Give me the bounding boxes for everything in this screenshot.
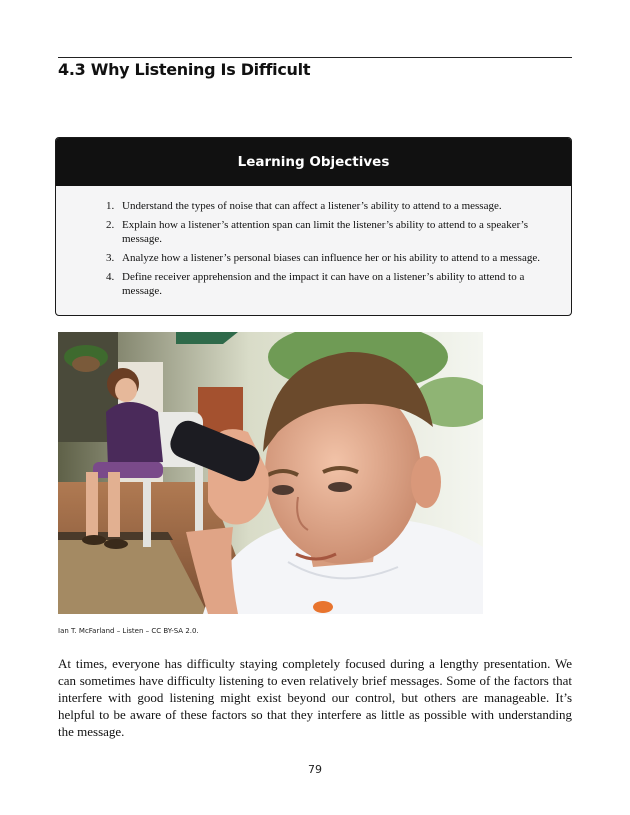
body-paragraph: At times, everyone has difficulty staying completely focused during a lengthy presentation. We can sometimes have difficulty listening to even relatively brief messages. Some of the factors that interfere with good listening might exist beyond our control, but others are manageable. It’s helpful to be aware of these factors so that they interfere as little as possible with understanding the message. [58,656,572,739]
learning-objectives-title: Learning Objectives [237,154,390,170]
photo-caption: Ian T. McFarland – Listen – CC BY-SA 2.0. [58,627,199,635]
objective-item [106,251,547,265]
objective-item [106,218,547,246]
learning-objectives-list [56,186,571,298]
objective-number: 2. [106,219,115,231]
objective-item [106,199,547,213]
learning-objectives-box [55,137,572,316]
section-heading: 4.3 Why Listening Is Difficult [58,60,311,79]
objective-text: Explain how a listener’s attention span can limit the listener’s ability to attend to a speaker’s message. [122,219,528,245]
objective-text: Analyze how a listener’s personal biases can influence her or his ability to attend to a message. [122,252,540,264]
learning-objectives-header [56,138,571,186]
listening-photo [58,332,483,614]
objective-number: 4. [106,271,115,283]
objective-item [106,270,547,298]
top-rule [58,57,572,58]
page-number: 79 [308,763,322,776]
objective-number: 1. [106,200,115,212]
objective-number: 3. [106,252,115,264]
objective-text: Understand the types of noise that can affect a listener’s ability to attend to a message. [122,200,502,212]
objective-text: Define receiver apprehension and the impact it can have on a listener’s ability to attend to a message. [122,271,525,297]
